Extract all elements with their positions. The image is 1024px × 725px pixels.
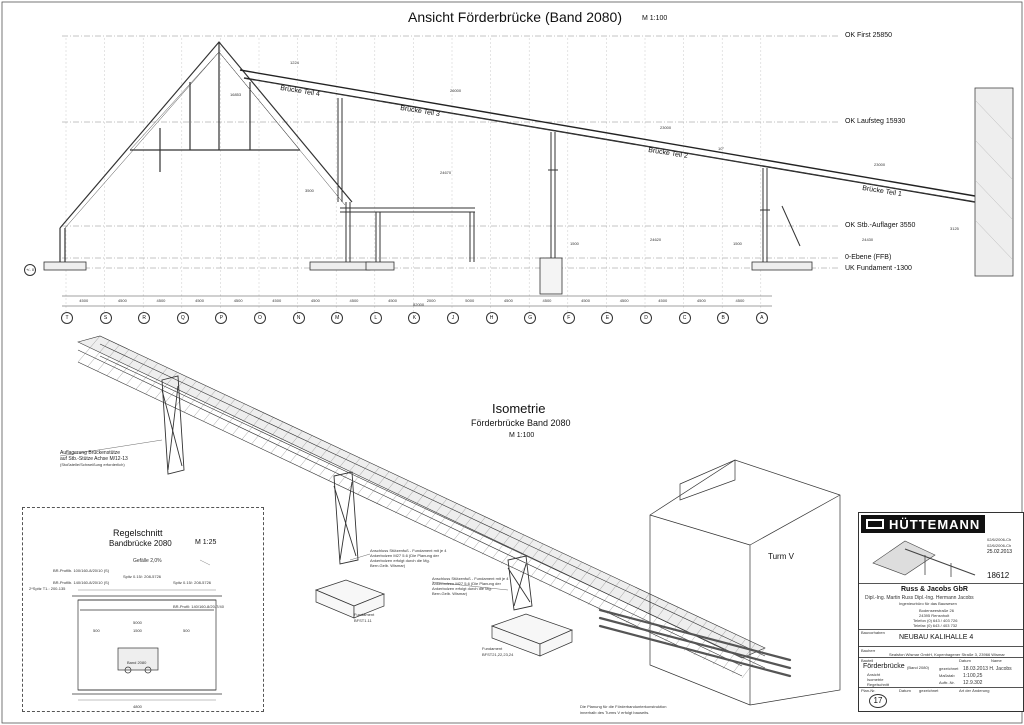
office: Ingenieurbüro für das Bauwesen: [899, 601, 957, 606]
phone: Telefax (0) 643 / 403 732: [913, 623, 958, 628]
dimension-label: 24620: [650, 237, 662, 242]
dimension-label: 1500: [733, 241, 742, 246]
axis-marker: F: [563, 312, 575, 324]
axis-marker: B: [717, 312, 729, 324]
isometric-title: Isometrie: [492, 401, 546, 416]
axis-marker: K: [408, 312, 420, 324]
content-label: Bauteil: [861, 658, 874, 663]
level-label: OK Stb.-Auflager 3550: [845, 222, 916, 229]
change-head: Datum: [899, 688, 911, 693]
plan-label: Plan-Nr.: [861, 688, 876, 693]
foundation-label: BFST1.11: [354, 618, 372, 623]
axis-spacing: 5000: [465, 298, 475, 303]
content-item: Isometrie: [867, 677, 884, 682]
phone: Telefon (0) 643 / 403 726: [913, 618, 958, 623]
drawing-title: Ansicht Förderbrücke (Band 2080): [408, 9, 622, 25]
axis-marker: C: [679, 312, 691, 324]
dimension-label: 16853: [230, 92, 242, 97]
axis-spacing: 4500: [735, 298, 745, 303]
axis-marker: M: [331, 312, 343, 324]
section-member-label: BR-Profilb. 100/160-8/20/10 (S): [53, 568, 110, 573]
field-key: gezeichnet: [939, 666, 959, 671]
section-dim: 4800: [133, 704, 142, 709]
section-band: Band 2080: [127, 660, 147, 665]
axis-marker: G: [524, 312, 536, 324]
axis-marker: P: [215, 312, 227, 324]
section-detail-frame: [22, 507, 264, 712]
section-member-label: 2*Spitz T1.: 200-135: [29, 586, 66, 591]
bottom-note: innerhalb des Turms V erfolgt bauseits.: [580, 710, 650, 715]
dimension-label: 10°: [718, 146, 725, 151]
section-dim: 1500: [133, 628, 142, 633]
content-subtitle: (Band 2080): [907, 665, 930, 670]
axis-spacing: 4500: [658, 298, 668, 303]
axis-spacing: 4500: [619, 298, 629, 303]
dimension-label: 24670: [440, 170, 452, 175]
axis-marker: Q: [177, 312, 189, 324]
section-title: Regelschnitt: [113, 528, 163, 538]
level-label: OK Laufsteg 15930: [845, 118, 906, 125]
plan-number: 17: [869, 694, 887, 708]
axis-spacing: 4500: [349, 298, 359, 303]
note-support-3: (Stoßstelle/Schweißung erforderlich): [60, 462, 125, 467]
plot-date: 25.02.2013: [987, 549, 1013, 555]
axis-spacing: 4500: [542, 298, 552, 303]
axis-marker: H: [486, 312, 498, 324]
bridge-part-label: Brücke Teil 3: [399, 104, 441, 119]
drawing-scale: M 1:100: [642, 15, 668, 22]
tower-label: Turm V: [768, 552, 794, 561]
content-item: Ansicht: [867, 672, 881, 677]
content-title: Förderbrücke: [863, 663, 905, 670]
axis-marker: D: [640, 312, 652, 324]
bridge-part-label: Brücke Teil 1: [861, 184, 903, 199]
axis-spacing: 4500: [388, 298, 397, 303]
axis-marker: L: [370, 312, 382, 324]
isometric-subtitle: Förderbrücke Band 2080: [471, 418, 571, 428]
axis-spacing: 4500: [310, 298, 320, 303]
overall-dimension: 82000: [413, 302, 425, 307]
axis-spacing: 4500: [156, 298, 166, 303]
dimension-label: 23000: [874, 162, 886, 167]
project-label: Bauvorhaben: [861, 630, 885, 635]
foundation-label: Fundament: [354, 612, 375, 617]
axis-spacing: 4500: [696, 298, 706, 303]
axis-spacing: 4500: [233, 298, 243, 303]
section-member-label: BR-Profil: 140/160-8/20-7/40: [173, 604, 224, 609]
change-head: gezeichnet: [919, 688, 939, 693]
client: Sealsfon Wismar GmbH, Kopenhagener Straße 3, 23966 Wismar: [889, 652, 1005, 657]
column-head: Datum: [959, 658, 971, 663]
section-member-label: Spitz 0.15/: 208-5726: [123, 574, 162, 579]
note-anchor-mid: Anschluss Stützenfuß - Fundament mit je 4 Ankerbolzen M27 5.6 (Die Planung der Ankerbolzen erfolgt durch die Mg. Bern.Gelb. Wismar): [370, 548, 447, 568]
section-dim: 5000: [133, 620, 142, 625]
change-head: Art der Änderung: [959, 688, 990, 693]
axis-marker: N: [293, 312, 305, 324]
drawing-number: 18612: [987, 571, 1010, 580]
section-subtitle: Bandbrücke 2080: [109, 539, 172, 548]
field-key: Auftr.-Nr.: [939, 680, 955, 685]
address: 24395 Rensnholt: [919, 613, 950, 618]
axis-marker: A: [756, 312, 768, 324]
axis-marker: R: [138, 312, 150, 324]
axis-marker: T: [61, 312, 73, 324]
level-label: UK Fundament -1300: [845, 265, 912, 272]
address: Bodenseestraße 26: [919, 608, 954, 613]
axis-marker: O: [254, 312, 266, 324]
level-label: 0-Ebene (FFB): [845, 254, 892, 261]
axis-marker: J: [447, 312, 459, 324]
dimension-label: 23000: [660, 125, 672, 130]
foundation-label: Fundament: [482, 646, 503, 651]
axis-spacing: 2000: [426, 298, 436, 303]
section-member-label: BR-Profilb. 140/160-8/20/10 (S): [53, 580, 110, 585]
dimension-label: 1224: [290, 60, 299, 65]
note-anchor-right: Anschluss Stützenfuß - Fundament mit je 4 Ankerbolzen M27 5.6 (Die Planung der Ankerbolzen erfolgt durch die Mg. Bern.Gelb. Wismar): [432, 576, 509, 596]
client-label: Bauherr: [861, 648, 876, 653]
field-value: 1:100,25: [963, 673, 983, 679]
axis-spacing: 4500: [79, 298, 89, 303]
project-name: NEUBAU KALIHALLE 4: [899, 634, 974, 641]
logo-mark-icon: [866, 519, 884, 529]
company-logo: HÜTTEMANN: [861, 515, 985, 533]
dimension-label: 26000: [450, 88, 462, 93]
field-key: Maßstab: [939, 673, 955, 678]
revision: 02/6/2006-Ch: [987, 543, 1012, 548]
firm-name: Russ & Jacobs GbR: [901, 586, 968, 593]
section-member-label: Spitz 0.15/: 208-5726: [173, 580, 212, 585]
content-item: Regelschnitt: [867, 682, 890, 687]
axis-marker: E: [601, 312, 613, 324]
bridge-part-label: Brücke Teil 4: [279, 84, 321, 99]
revision: 02/6/2006-Ch: [987, 537, 1012, 542]
dimension-label: 3125: [950, 226, 959, 231]
field-value: 18.03.2013 H. Jacobs: [963, 666, 1012, 672]
axis-spacing: 4500: [117, 298, 127, 303]
level-label: OK First 25850: [845, 32, 893, 39]
dimension-label: 1500: [570, 241, 579, 246]
axis-spacing: 4500: [272, 298, 282, 303]
foundation-label: BFST21,22,23,24: [482, 652, 514, 657]
thumbnail-isometric: [865, 535, 983, 577]
axis-marker: S: [100, 312, 112, 324]
field-value: 12.9.302: [963, 680, 983, 686]
dimension-label: 24430: [862, 237, 874, 242]
isometric-scale: M 1:100: [509, 432, 535, 439]
engineers: Dipl.-Ing. Martin Russ Dipl.-Ing. Hermann Jacobs: [865, 595, 974, 601]
bridge-part-label: Brücke Teil 2: [647, 146, 689, 161]
section-dim: 500: [183, 628, 190, 633]
title-block: [858, 512, 1024, 712]
section-slope: Gefälle 2,0%: [133, 558, 162, 564]
zero-level-marker: +/- 0: [24, 264, 36, 276]
axis-spacing: 4500: [581, 298, 590, 303]
axis-spacing: 4500: [503, 298, 513, 303]
bottom-note: Die Planung für die Förderbandunterkonstruktion: [580, 704, 667, 709]
section-scale: M 1:25: [195, 539, 217, 546]
dimension-label: 3500: [305, 188, 314, 193]
note-support-1: Auflagerung Brückenstütze: [60, 450, 121, 456]
note-support-2: auf Stb.-Stütze Achse M/12-13: [60, 456, 128, 462]
axis-spacing: 4500: [195, 298, 204, 303]
column-head: Name: [991, 658, 1002, 663]
section-dim: 500: [93, 628, 100, 633]
